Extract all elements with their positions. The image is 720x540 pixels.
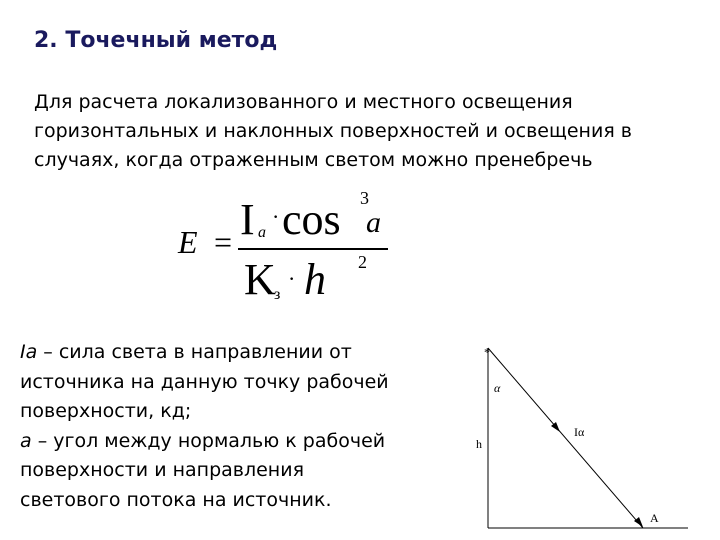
height-label: h bbox=[476, 437, 482, 451]
formula-intensity-symbol: I bbox=[240, 195, 255, 244]
formula-equals: = bbox=[214, 224, 233, 260]
light-ray-line bbox=[488, 348, 643, 528]
desc-line-2: источника на данную точку рабочей bbox=[20, 370, 389, 393]
geometry-diagram bbox=[460, 336, 700, 534]
formula-lhs: E bbox=[178, 224, 198, 260]
formula-reserve-subscript: з bbox=[274, 286, 281, 303]
formula-power-3: 3 bbox=[360, 188, 369, 208]
angle-alpha-label: α bbox=[494, 381, 501, 395]
illuminance-formula bbox=[178, 188, 398, 306]
variable-description bbox=[20, 338, 460, 515]
formula-angle: a bbox=[366, 206, 381, 239]
point-a-label: A bbox=[650, 511, 659, 525]
ray-intensity-label: Iα bbox=[574, 425, 585, 439]
desc-term-ia: Ia bbox=[20, 341, 38, 363]
desc-line-5: поверхности и направления bbox=[20, 459, 304, 481]
desc-line-1 bbox=[20, 338, 460, 368]
formula-dot-denominator: · bbox=[288, 266, 296, 291]
slide-title: 2. Точечный метод bbox=[34, 28, 278, 53]
intro-text: Для расчета локализованного и местного освещения горизонтальных и наклонных поверхностей и освещения в случаях, когда отраженным светом можно пренебречь bbox=[34, 91, 632, 171]
desc-line-4-text: – угол между нормалью к рабочей bbox=[31, 429, 386, 452]
desc-line-4 bbox=[20, 427, 460, 457]
desc-term-a: a bbox=[20, 429, 32, 452]
formula-reserve-symbol: K bbox=[244, 255, 276, 304]
formula-power-2: 2 bbox=[358, 252, 367, 272]
desc-line-3: поверхности, кд; bbox=[20, 400, 192, 422]
formula-height: h bbox=[304, 255, 326, 304]
formula-cos: cos bbox=[282, 195, 341, 244]
light-source-mark: * bbox=[484, 345, 490, 359]
ray-arrowhead-middle bbox=[551, 422, 560, 432]
formula-intensity-subscript: a bbox=[258, 224, 266, 241]
formula-fraction-bar bbox=[238, 248, 388, 250]
formula-dot-numerator: · bbox=[272, 204, 280, 229]
desc-line-6: светового потока на источник. bbox=[20, 488, 332, 511]
desc-line-1-text: – сила света в направлении от bbox=[37, 341, 352, 363]
